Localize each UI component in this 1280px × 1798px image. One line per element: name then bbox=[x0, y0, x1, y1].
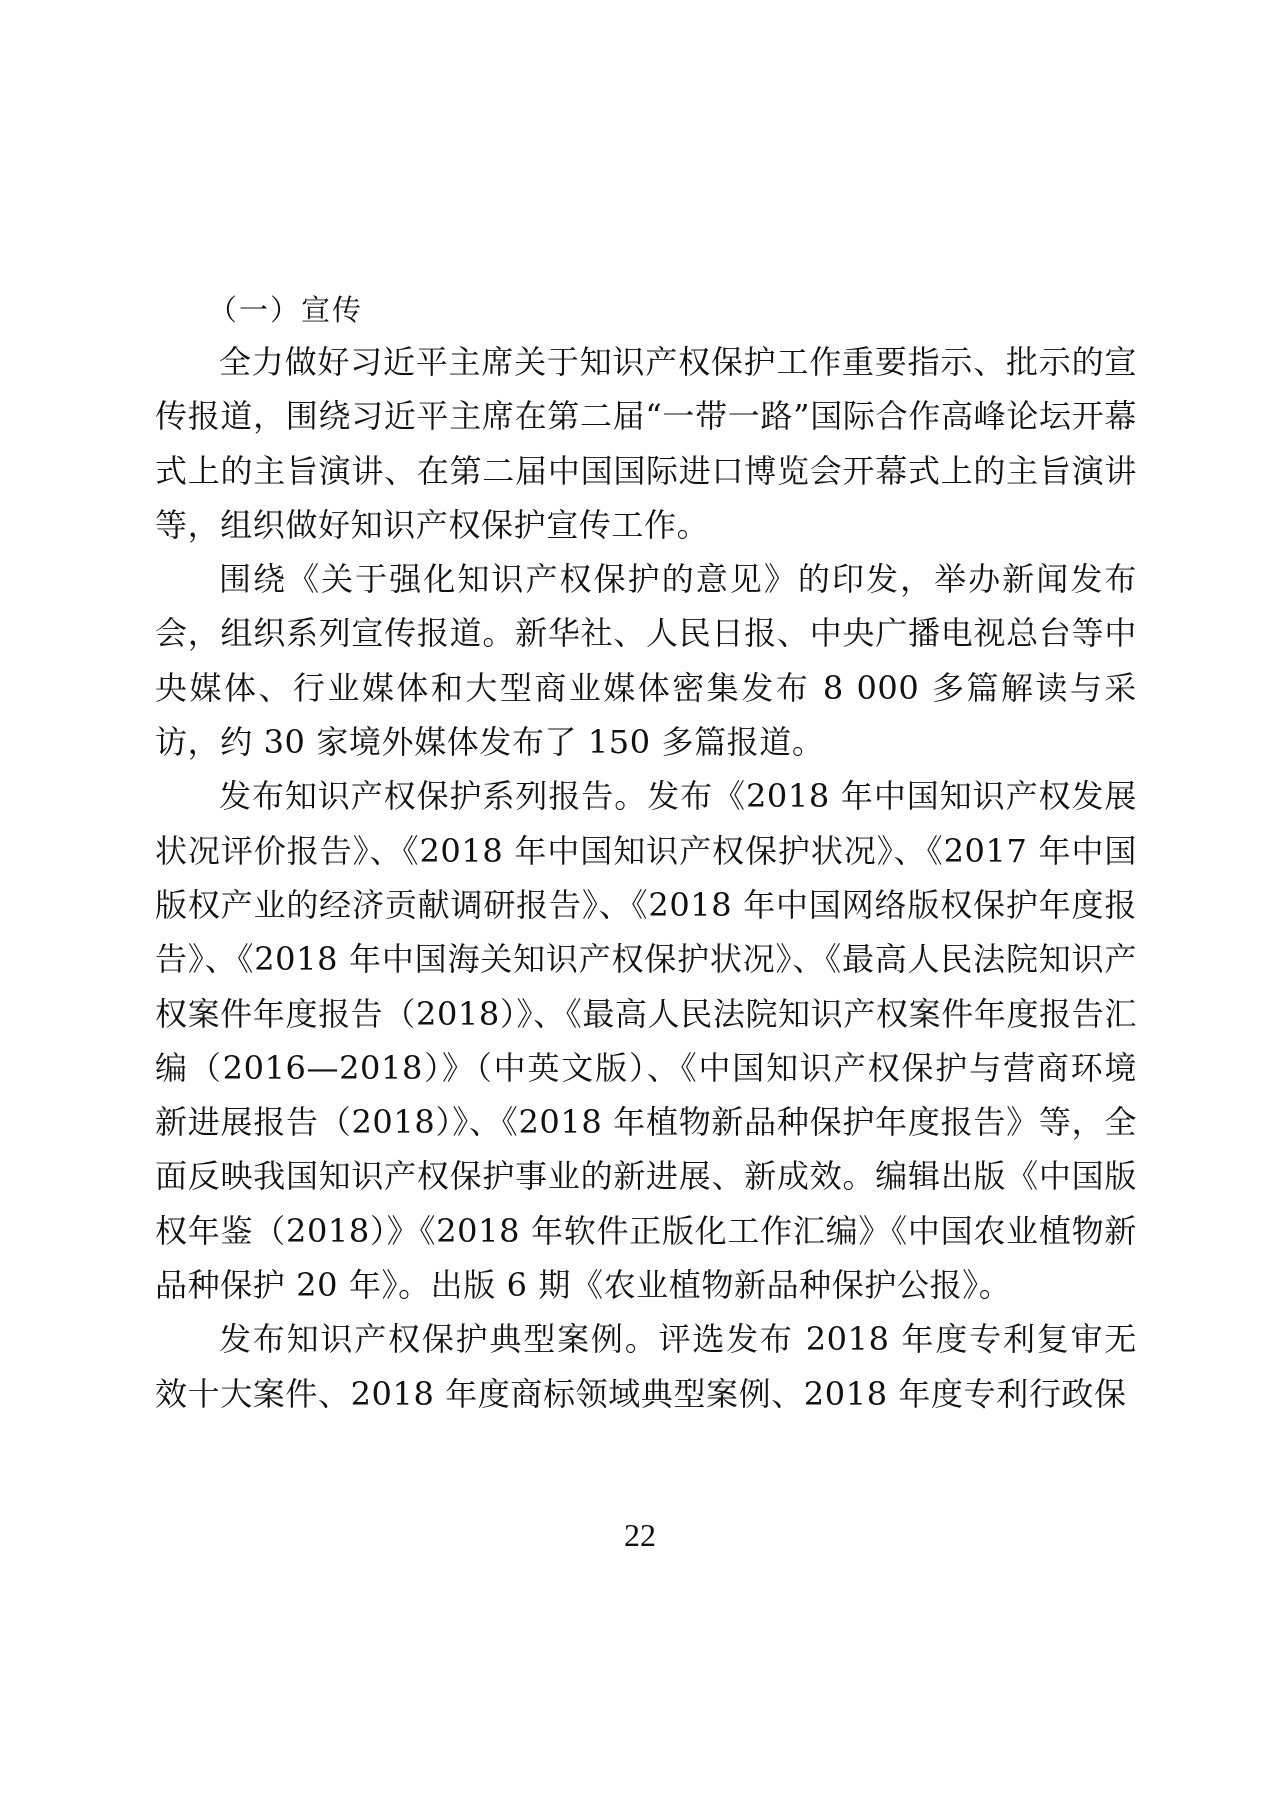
paragraph-publicity-instructions: 全力做好习近平主席关于知识产权保护工作重要指示、批示的宣传报道，围绕习近平主席在第二届“一带一路”国际合作高峰论坛开幕式上的主旨演讲、在第二届中国国际进口博览会开幕式上的主旨演讲等，组织做好知识产权保护宣传工作。 bbox=[155, 343, 1137, 544]
section-heading: （一）宣传 bbox=[208, 293, 364, 327]
paragraph-typical-cases: 发布知识产权保护典型案例。评选发布 2018 年度专利复审无效十大案件、2018 年度商标领域典型案例、2018 年度专利行政保 bbox=[155, 1320, 1137, 1413]
page-number: 22 bbox=[624, 1517, 656, 1553]
paragraph-report-series: 发布知识产权保护系列报告。发布《2018 年中国知识产权发展状况评价报告》、《2018 年中国知识产权保护状况》、《2017 年中国版权产业的经济贡献调研报告》、《2018 年中国网络版权保护年度报告》、《2018 年中国海关知识产权保护状况》、《最高人民法院知识产权案件年度报告（2018）》、《最高人民法院知识产权案件年度报告汇编（2016—2018）》（中英文版）、《中国知识产权保护与营商环境新进展报告（2018）》、《2018 年植物新品种保护年度报告》等，全面反映我国知识产权保护事业的新进展、新成效。编辑出版《中国版权年鉴（2018）》《2018 年软件正版化工作汇编》《中国农业植物新品种保护 20 年》。出版 6 期《农业植物新品种保护公报》。 bbox=[155, 777, 1137, 1305]
page-body bbox=[155, 285, 1137, 1421]
paragraph-opinion-release: 围绕《关于强化知识产权保护的意见》的印发，举办新闻发布会，组织系列宣传报道。新华社、人民日报、中央广播电视总台等中央媒体、行业媒体和大型商业媒体密集发布 8 000 多篇解读与采访，约 30 家境外媒体发布了 150 多篇报道。 bbox=[155, 560, 1137, 762]
